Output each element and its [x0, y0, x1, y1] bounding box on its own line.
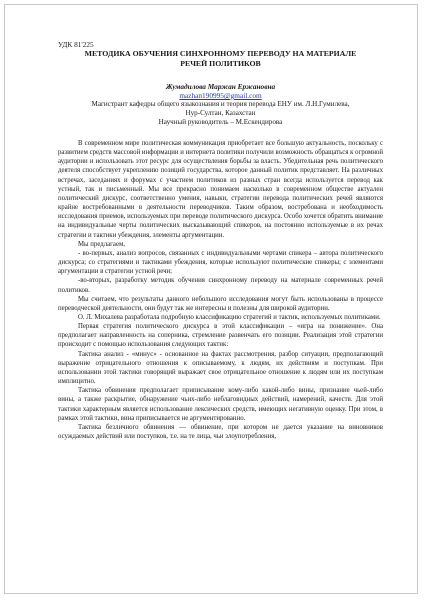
paragraph: Тактика обвинения предполагает приписывание кому-либо какой-либо вины, признание чьей-либо вины, а также раскрытие, обнаружение чьих-либо неблаговидных действий, намерений, качеств. Для этой тактики характерным является использование лексических средств, имеющих негативную оценку. При этом, в рамках этой тактики, вина приписывается не аргументированно.: [58, 387, 383, 422]
list-item: - во-первых, анализ вопросов, связанных с индивидуальными чертами спикера – автора политического дискурса; со стратегиями и тактиками убеждения, которые используют политические спикеры; с элементами аргументации в стратегии устной речи;: [58, 249, 383, 276]
paragraph: Тактика анализ - «минус» - основанное на фактах рассмотрения, разбор ситуации, предполагающий выражение отрицательного отношения к описываемому, к людям, их действиям и поступкам. При использовании этой тактики говорящий выражает свое отрицательное отношение к людям или их поступкам имплицитно.: [58, 350, 383, 386]
affiliation-line-1: Магистрант кафедры общего языкознания и теория перевода ЕНУ им. Л.Н.Гумилева,: [91, 100, 350, 108]
paragraph: В современном мире политическая коммуникация приобретает все большую актуальность, поскольку с развитием средств массовой информации и интернета политики получили возможность обращаться к огромной аудитории и использовать этот ресурс для осуществления борьбы за власть. Убедительная речь политического деятеля способствует укреплению позиций государства, которое данный политик представляет. На различных встречах, заседаниях и форумах с участием политиков из разных стран всегда используется перевод как устный, так и письменный. Мы все прекрасно понимаем насколько в современном обществе актуален политический дискурс, соответственно умения, навыки, стратегии перевода политических речей являются крайне востребованными в деятельности переводчиков. Таким образом, востребована и необходимость исследования приемов, используемых при переводе политического дискурса. Особо хочется обратить внимание на индивидуальные черты политических высказывающий спикеров, на постоянно используемые в их речах стратегии и тактики убеждения, элементы аргументации.: [58, 140, 383, 239]
affiliation-line-2: Нур-Султан, Казахстан: [185, 109, 256, 117]
paragraph: Мы предлагаем,: [78, 240, 125, 248]
title-line-2: РЕЧЕЙ ПОЛИТИКОВ: [180, 59, 261, 68]
list-item: -во-вторых, разработку методик обучения синхронному переводу на материале современных речей политиков.: [58, 277, 383, 294]
article-body: [58, 139, 383, 441]
udk-code: УДК 81'225: [58, 40, 94, 49]
author-name: Жумадилова Маржан Ержановна: [165, 82, 276, 91]
title-line-1: МЕТОДИКА ОБУЧЕНИЯ СИНХРОННОМУ ПЕРЕВОДУ НА МАТЕРИАЛЕ: [84, 49, 357, 58]
document-page: [58, 40, 383, 593]
paragraph: Мы считаем, что результаты данного небольшого исследования могут быть использованы в процессе переводческой деятельности, они будут так же интересны и полезны для широкой аудитории.: [58, 295, 383, 312]
paragraph: Тактика безличного обвинения — обвинение, при котором не дается указание на виновников осуждаемых действий или поступков, т.е. на те лица, чьи злоупотребления,: [58, 423, 383, 440]
author-email-link[interactable]: mazhan190995@gmail.com: [179, 91, 262, 100]
paragraph: Первая стратегия политического дискурса в этой классификации – «игра на понижение». Она предполагает направленность на соперника, стремление развенчать его позиции. Реализация этой стратегии происходит с помощью использования следующих тактик:: [58, 323, 383, 349]
supervisor-line: Научный руководитель – М.Ескендирова: [158, 118, 283, 126]
paragraph: О. Л. Михалева разработала подробную классификацию стратегий и тактик, используемых политиками.: [78, 313, 381, 321]
paper-title: [58, 49, 383, 69]
